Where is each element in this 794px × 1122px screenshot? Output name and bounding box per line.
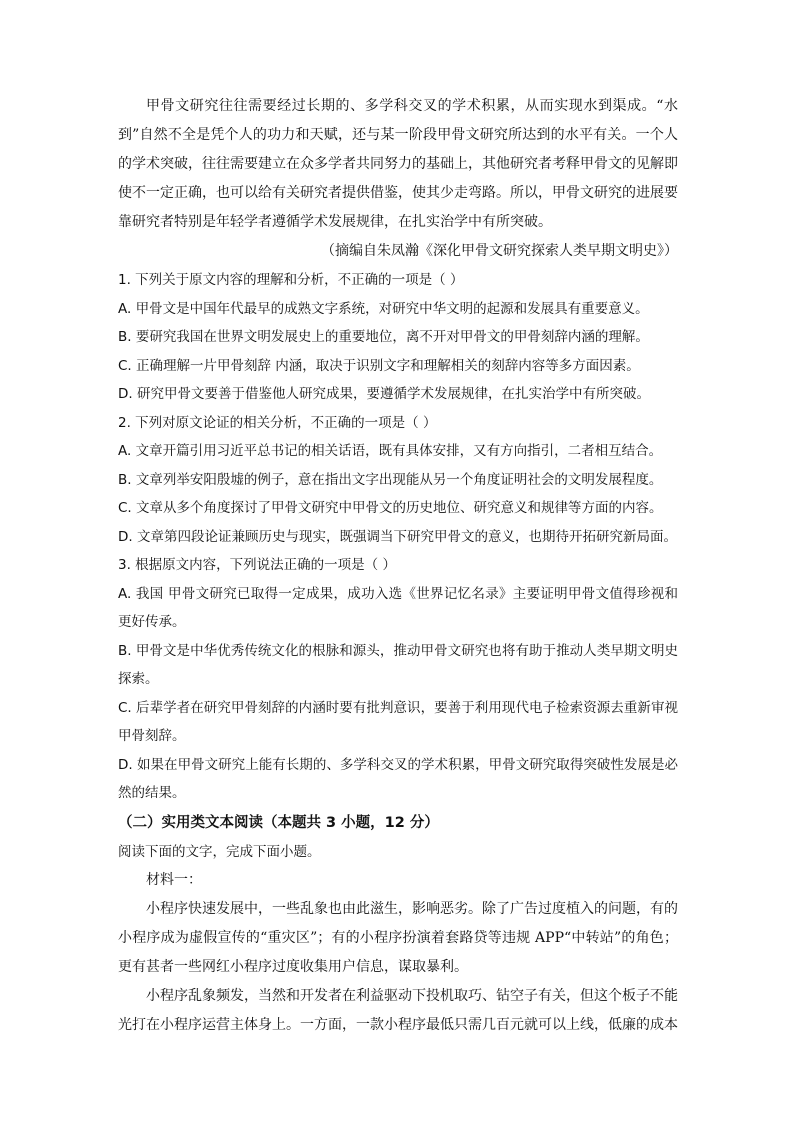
question-1: [118, 266, 678, 409]
material-paragraph: 小程序乱象频发，当然和开发者在利益驱动下投机取巧、钻空子有关，但这个板子不能光打在小程序运营主体身上。一方面，一款小程序最低只需几百元就可以上线，低廉的成本: [118, 988, 678, 1033]
material-label: 材料一：: [146, 872, 202, 888]
option-a: A. 文章开篇引用习近平总书记的相关话语，既有具体安排，又有方向指引，二者相互结合。: [118, 443, 663, 459]
section-instruction: 阅读下面的文字，完成下面小题。: [118, 843, 321, 860]
option-c: C. 文章从多个角度探讨了甲骨文研究中甲骨文的历史地位、研究意义和规律等方面的内容。: [118, 500, 663, 516]
question-2: [118, 409, 678, 552]
passage-paragraph: 甲骨文研究往往需要经过长期的、多学科交叉的学术积累，从而实现水到渠成。“水到”自然不全是凭个人的功力和天赋，还与某一阶段甲骨文研究所达到的水平有关。一个人的学术突破，往往需要建立在众多学者共同努力的基础上，其他研究者考释甲骨文的见解即使不一定正确，也可以给有关研究者提供借鉴，使其少走弯路。所以，甲骨文研究的进展要靠研究者特别是年轻学者遵循学术发展规律，在扎实治学中有所突破。: [118, 98, 678, 230]
option-c: C. 正确理解一片甲骨刻辞 内涵，取决于识别文字和理解相关的刻辞内容等多方面因素。: [118, 357, 640, 374]
option-b: B. 甲骨文是中华优秀传统文化的根脉和源头，推动甲骨文研究也将有助于推动人类早期文明史探索。: [118, 642, 678, 687]
option-a: A. 我国 甲骨文研究已取得一定成果，成功入选《世界记忆名录》主要证明甲骨文值得珍视和更好传承。: [118, 585, 678, 630]
passage-source: （摘编自朱凤瀚《深化甲骨文研究探索人类早期文明史》）: [321, 243, 678, 259]
question-3: [118, 551, 678, 808]
option-d: D. 文章第四段论证兼顾历史与现实，既强调当下研究甲骨文的意义，也期待开拓研究新局面。: [118, 528, 677, 545]
page-content: [118, 92, 678, 1040]
question-stem: 3. 根据原文内容，下列说法正确的一项是（ ）: [118, 557, 396, 573]
material-paragraph: 小程序快速发展中，一些乱象也由此滋生，影响恶劣。除了广告过度植入的问题，有的小程序成为虚假宣传的“重灾区”；有的小程序扮演着套路贷等违规 APP“中转站”的角色；更有甚者一些网红小程序过度收集用户信息，谋取暴利。: [118, 901, 678, 975]
option-b: B. 文章列举安阳殷墟的例子，意在指出文字出现能从另一个角度证明社会的文明发展程度。: [118, 471, 663, 488]
option-d: D. 研究甲骨文要善于借鉴他人研究成果，要遵循学术发展规律，在扎实治学中有所突破。: [118, 386, 650, 402]
option-b: B. 要研究我国在世界文明发展史上的重要地位，离不开对甲骨文的甲骨刻辞内涵的理解。: [118, 329, 649, 345]
option-d: D. 如果在甲骨文研究上能有长期的、多学科交叉的学术积累，甲骨文研究取得突破性发展是必然的结果。: [118, 756, 678, 801]
question-stem: 1. 下列关于原文内容的理解和分析，不正确的一项是（ ）: [118, 272, 464, 288]
section-title: （二）实用类文本阅读（本题共 3 小题，12 分）: [118, 814, 439, 831]
option-a: A. 甲骨文是中国年代最早的成熟文字系统，对研究中华文明的起源和发展具有重要意义。: [118, 300, 649, 317]
option-c: C. 后辈学者在研究甲骨刻辞的内涵时要有批判意识，要善于利用现代电子检索资源去重新审视甲骨刻辞。: [118, 699, 678, 744]
question-stem: 2. 下列对原文论证的相关分析，不正确的一项是（ ）: [118, 414, 437, 431]
